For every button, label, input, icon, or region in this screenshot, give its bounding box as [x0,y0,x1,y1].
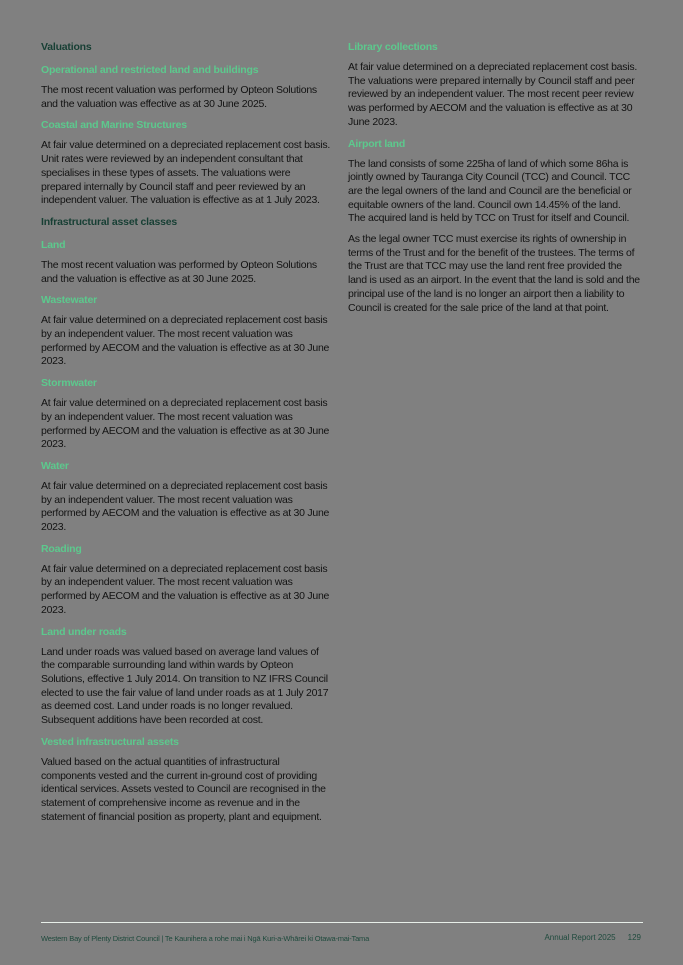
right-column [348,40,640,322]
left-column [41,40,333,831]
paragraph: The most recent valuation was performed by Opteon Solutions and the valuation is effective as at 30 June 2025. [41,258,317,285]
heading-water: Water [41,459,69,472]
section-title-valuations: Valuations [41,41,92,53]
footer-divider [41,922,643,923]
heading-land: Land [41,238,66,251]
heading-wastewater: Wastewater [41,294,97,307]
page-number: 129 [627,933,641,942]
paragraph: At fair value determined on a depreciated replacement cost basis by an independent valuer. The most recent valuation was performed by AECOM and the valuation is effective as at 30 June 2023. [41,479,330,534]
section-title-infrastructural: Infrastructural asset classes [41,215,178,228]
paragraph: Land under roads was valued based on average land values of the comparable surrounding land within wards by Opteon Solutions, effective 1 July 2014. On transition to NZ IFRS Council elected to use the fair value of land under roads as at 1 July 2017 as deemed cost. Land under roads is no longer revalued. Subsequent additions have been recorded at cost. [41,645,329,727]
paragraph: At fair value determined on a depreciated replacement cost basis. Unit rates were reviewed by an independent consultant that specialises in these types of assets. The valuations were prepared internally by Council staff and peer reviewed by an independent valuer. The valuation is effective as at 1 July 2023. [41,139,331,207]
paragraph: The land consists of some 225ha of land of which some 86ha is jointly owned by Tauranga City Council (TCC) and Council. TCC are the legal owners of the land and Council are the beneficial or equitable owners of the land. Council own 14.45% of the land. The acquired land is held by TCC on Trust for itself and Council. [348,157,632,225]
paragraph: At fair value determined on a depreciated replacement cost basis by an independent valuer. The most recent valuation was performed by AECOM and the valuation is effective as at 30 June 2023. [41,397,330,451]
footer-report-title: Annual Report 2025 [544,933,616,942]
heading-vested-infrastructural: Vested infrastructural assets [41,735,179,748]
paragraph: The most recent valuation was performed by Opteon Solutions and the valuation was effective as at 30 June 2025. [41,84,317,110]
paragraph: As the legal owner TCC must exercise its rights of ownership in terms of the Trust and for the benefit of the trustees. The terms of the Trust are that TCC may use the land rent free provided the land is used as an airport. In the event that the land is sold and the principal use of the land is no longer an airport then a liability to Council is created for the sale price of the land at that point. [348,233,640,314]
heading-coastal-marine: Coastal and Marine Structures [41,119,187,132]
paragraph: At fair value determined on a depreciated replacement cost basis. The valuations were prepared internally by Council staff and peer reviewed by an independent valuer. The most recent peer review was performed by AECOM and the valuation is effective as at 30 June 2023. [348,61,638,128]
heading-stormwater: Stormwater [41,377,97,390]
heading-roading: Roading [41,542,82,555]
heading-land-under-roads: Land under roads [41,625,127,638]
paragraph: At fair value determined on a depreciated replacement cost basis by an independent valuer. The most recent valuation was performed by AECOM and the valuation is effective as at 30 June 2023. [41,562,330,616]
heading-airport-land: Airport land [348,137,406,150]
paragraph: At fair value determined on a depreciated replacement cost basis by an independent valuer. The most recent valuation was performed by AECOM and the valuation is effective as at 30 June 2023. [41,314,330,368]
heading-library-collections: Library collections [348,41,438,53]
footer-organisation: Western Bay of Plenty District Council | Te Kaunihera a rohe mai i Ngā Kuri-a-Whārei ki Otawa-mai-Tama [41,934,370,943]
footer-report-info [544,933,641,942]
paragraph: Valued based on the actual quantities of infrastructural components vested and the current in-ground cost of providing identical services. Assets vested to Council are recognised in the statement of comprehensive income as revenue and in the statement of financial position as property, plant and equipment. [41,755,326,823]
heading-operational-land: Operational and restricted land and buildings [41,64,259,76]
